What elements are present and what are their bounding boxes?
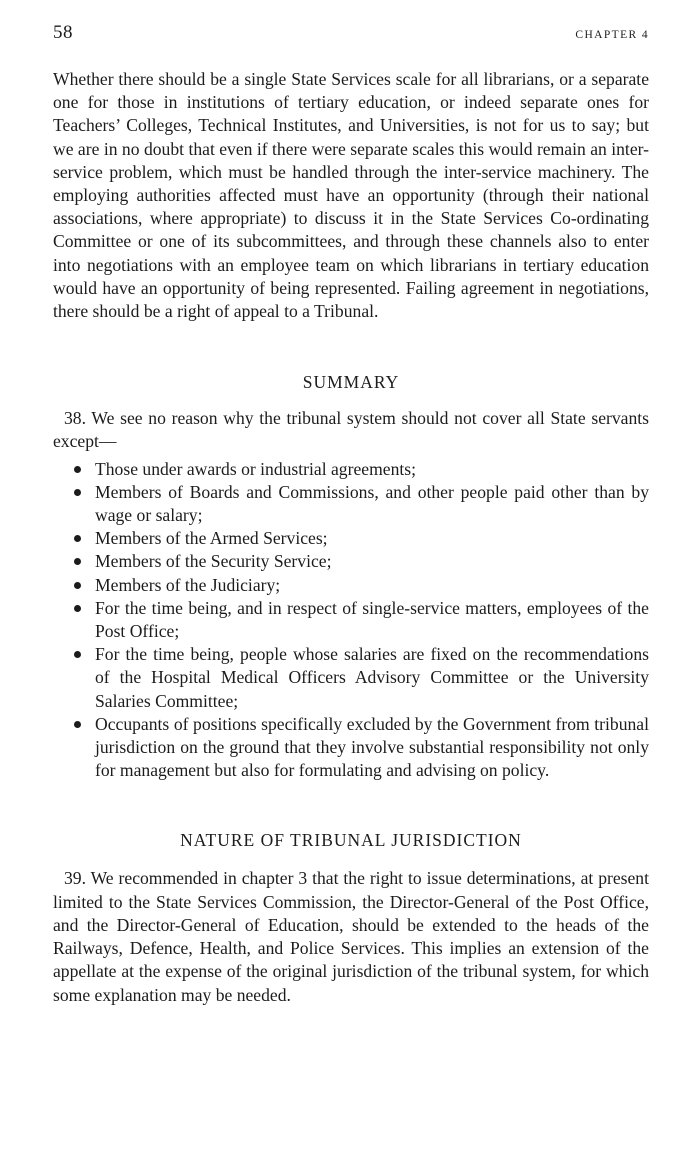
bullet-icon (74, 558, 81, 565)
bullet-icon (74, 489, 81, 496)
list-item-text: Those under awards or industrial agreements; (95, 458, 416, 479)
bullet-icon (74, 535, 81, 542)
list-item-text: Members of Boards and Commissions, and other people paid other than by wage or salary; (95, 481, 649, 526)
nature-paragraph: 39. We recommended in chapter 3 that the right to issue determinations, at present limited to the State Services Commission, the Director-General of the Post Office, and the Director-General of Education, should be extended to the heads of the Railways, Defence, Health, and Police Services. This implies an extension of the appellate at the expense of the original jurisdiction of the tribunal system, for which some explanation may be needed. (53, 868, 649, 1005)
list-item (53, 527, 649, 550)
list-item-text: Members of the Armed Services; (95, 528, 328, 549)
list-item (53, 550, 649, 573)
list-item (53, 643, 649, 713)
bullet-icon (74, 582, 81, 589)
list-item (53, 713, 649, 783)
document-page (53, 22, 649, 1007)
list-item-text: For the time being, and in respect of single-service matters, employees of the Post Office; (95, 597, 649, 642)
opening-paragraph: Whether there should be a single State Services scale for all librarians, or a separate one for those in institutions of tertiary education, or indeed separate ones for Teachers’ Colleges, Technical Institutes, and Universities, is not for us to say; but we are in no doubt that even if there were separate scales this would remain an inter-service problem, which must be handled through the inter-service machinery. The employing authorities affected must have an opportunity (through their national associations, where appropriate) to discuss it in the State Services Co-ordinating Committee or one of its subcommittees, and through these channels also to enter into negotiations with an employee team on which librarians in tertiary education would have an opportunity of being represented. Failing agreement in negotiations, there should be a right of appeal to a Tribunal. (53, 69, 649, 322)
list-item-text: Members of the Security Service; (95, 551, 332, 572)
bullet-icon (74, 605, 81, 612)
list-item-text: For the time being, people whose salaries are fixed on the recommendations of the Hospital Medical Officers Advisory Committee or the University Salaries Committee; (95, 644, 649, 711)
running-head (53, 22, 649, 50)
summary-heading: SUMMARY (302, 372, 400, 393)
list-item-text: Occupants of positions specifically excluded by the Government from tribunal jurisdiction on the ground that they involve substantial responsibility not only for management but also for formulating and advising on policy. (95, 713, 649, 781)
list-item-text: Members of the Judiciary; (95, 574, 281, 595)
bullet-icon (74, 466, 81, 473)
bullet-icon (74, 721, 81, 728)
list-item (53, 597, 649, 643)
nature-heading: NATURE OF TRIBUNAL JURISDICTION (180, 830, 522, 851)
chapter-label: CHAPTER 4 (575, 29, 649, 41)
list-item (53, 458, 649, 481)
bullet-icon (74, 651, 81, 658)
list-item (53, 481, 649, 527)
list-item (53, 574, 649, 597)
exclusion-list (53, 458, 649, 783)
summary-intro-paragraph: 38. We see no reason why the tribunal system should not cover all State servants except— (53, 408, 649, 452)
page-number: 58 (53, 22, 73, 43)
